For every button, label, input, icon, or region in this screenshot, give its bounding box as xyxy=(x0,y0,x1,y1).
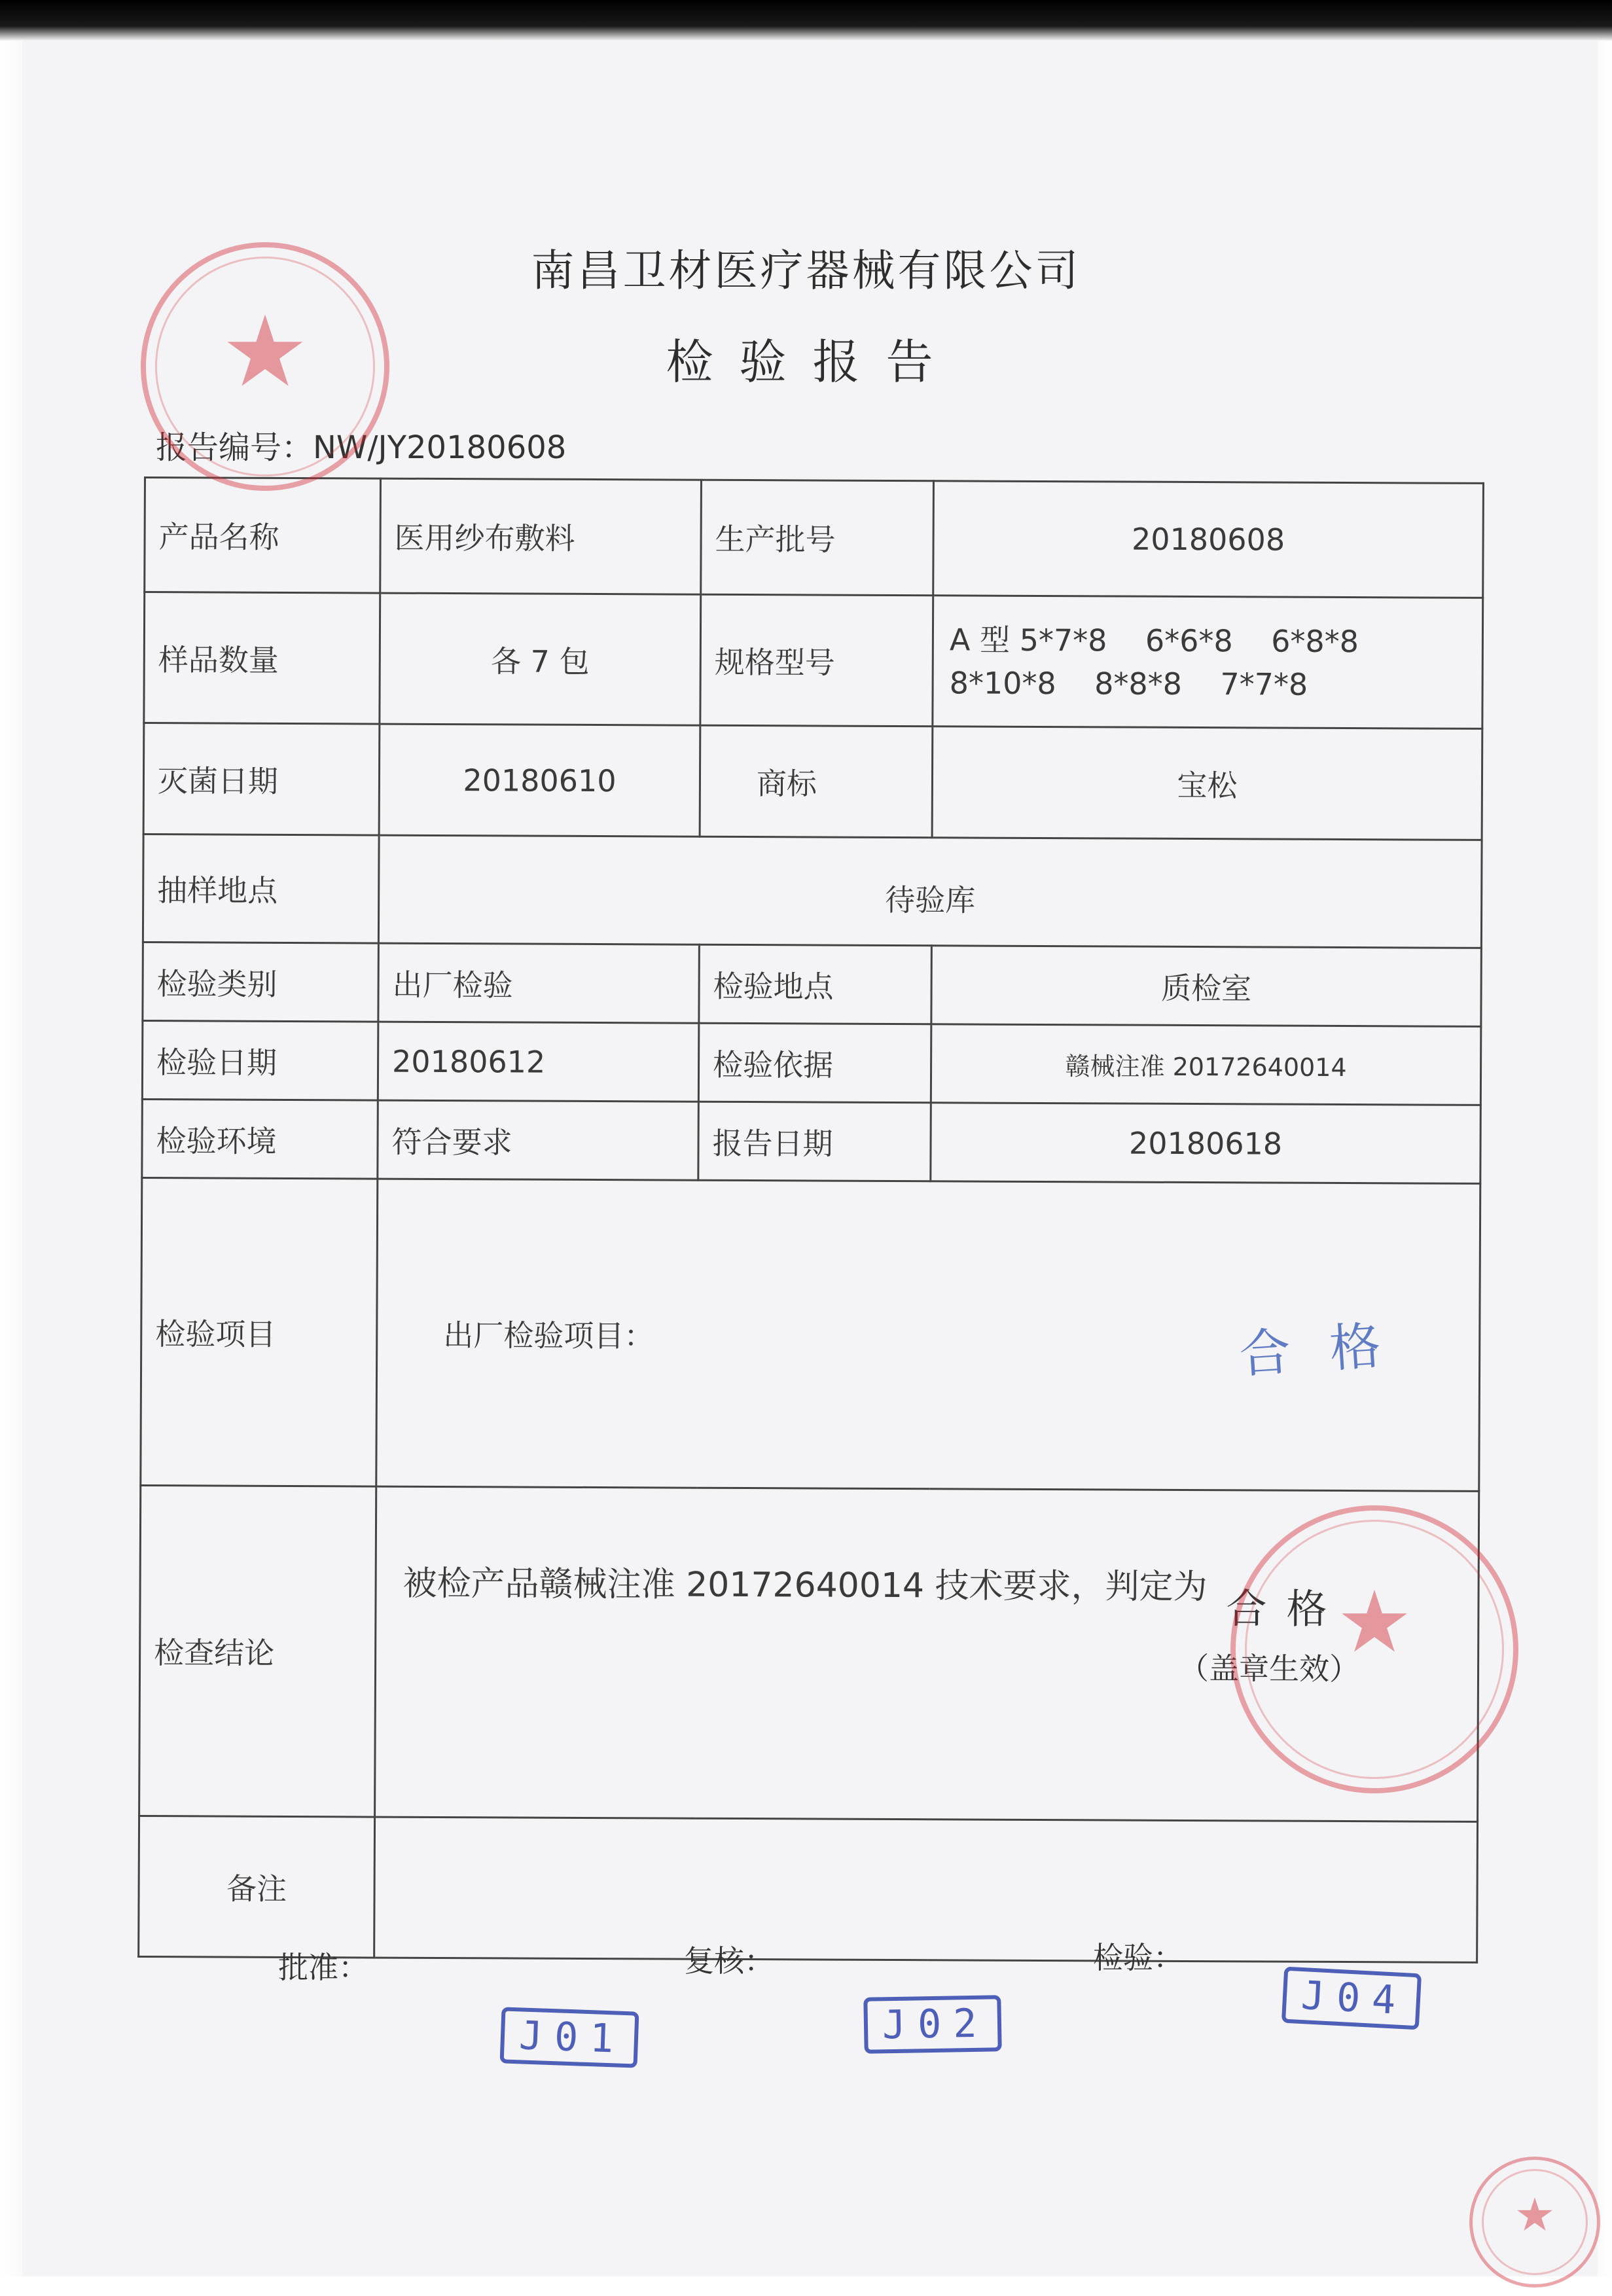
env-value: 符合要求 xyxy=(378,1100,699,1180)
sterile-date-value: 20180610 xyxy=(379,724,700,836)
document-title: 检验报告 xyxy=(666,334,959,389)
env-label: 检验环境 xyxy=(142,1099,378,1179)
spec-line-1: A 型 5*7*8 6*6*8 6*8*8 xyxy=(949,621,1359,659)
quality-seal-conclusion: ★ xyxy=(1230,1505,1518,1793)
trademark-value: 宝松 xyxy=(932,726,1482,840)
sampling-place-value: 待验库 xyxy=(378,835,1482,948)
remark-value xyxy=(374,1817,1478,1962)
insp-place-value: 质检室 xyxy=(931,946,1482,1027)
items-label: 检验项目 xyxy=(141,1177,378,1486)
insp-basis-label: 检验依据 xyxy=(698,1023,931,1103)
table-row xyxy=(142,1099,1481,1183)
table-row xyxy=(142,1020,1481,1105)
insp-basis-value: 赣械注准 20172640014 xyxy=(931,1024,1481,1105)
table-row xyxy=(145,478,1484,598)
spec-line-2: 8*10*8 8*8*8 7*7*8 xyxy=(949,664,1308,702)
conclusion-text: 被检产品赣械注准 20172640014 技术要求，判定为 xyxy=(403,1564,1208,1607)
spec-value xyxy=(933,596,1483,729)
approve-label: 批准： xyxy=(278,1950,368,1985)
scan-edge-bottom xyxy=(0,2276,1612,2296)
batch-value: 20180608 xyxy=(933,481,1484,598)
table-row xyxy=(139,1816,1478,1962)
sample-qty-label: 样品数量 xyxy=(144,592,380,725)
report-date-value: 20180618 xyxy=(931,1103,1481,1184)
inspect-stamp: J04 xyxy=(1281,1967,1422,2030)
conclusion-label: 检查结论 xyxy=(139,1485,376,1817)
scan-edge-top xyxy=(0,0,1612,41)
inspect-label: 检验： xyxy=(1093,1940,1183,1975)
review-stamp: J02 xyxy=(863,1995,1002,2054)
company-name: 南昌卫材医疗器械有限公司 xyxy=(531,245,1081,296)
sterile-date-label: 灭菌日期 xyxy=(143,723,380,836)
report-number: 报告编号：NW/JY20180608 xyxy=(156,429,567,466)
sampling-place-label: 抽样地点 xyxy=(143,834,379,944)
table-row xyxy=(143,723,1482,840)
items-cell xyxy=(376,1179,1480,1491)
company-seal-top-left: ★ xyxy=(141,242,389,491)
trademark-label: 商标 xyxy=(700,725,933,838)
quality-seal-bottom-right: ★ xyxy=(1469,2157,1600,2287)
spec-label: 规格型号 xyxy=(700,594,933,726)
sample-qty-value: 各 7 包 xyxy=(380,593,701,725)
report-date-label: 报告日期 xyxy=(698,1102,931,1181)
conclusion-result: 合格 xyxy=(1226,1585,1347,1634)
items-value: 出厂检验项目： xyxy=(443,1317,654,1354)
batch-label: 生产批号 xyxy=(701,480,934,596)
table-row xyxy=(141,1177,1480,1491)
table-row xyxy=(143,834,1482,948)
insp-date-value: 20180612 xyxy=(378,1022,699,1102)
insp-date-label: 检验日期 xyxy=(142,1020,378,1100)
review-label: 复核： xyxy=(684,1943,774,1979)
seal-note: （盖章生效） xyxy=(1178,1650,1360,1687)
product-name-value: 医用纱布敷料 xyxy=(380,478,702,594)
insp-type-label: 检验类别 xyxy=(143,942,379,1022)
handwritten-pass: 合格 xyxy=(1238,1314,1422,1385)
remark-label: 备注 xyxy=(139,1816,375,1958)
insp-type-value: 出厂检验 xyxy=(378,943,700,1023)
product-name-label: 产品名称 xyxy=(145,478,381,594)
table-row xyxy=(143,942,1482,1026)
approve-stamp: J01 xyxy=(500,2007,639,2068)
table-row xyxy=(144,592,1483,729)
insp-place-label: 检验地点 xyxy=(699,944,932,1024)
